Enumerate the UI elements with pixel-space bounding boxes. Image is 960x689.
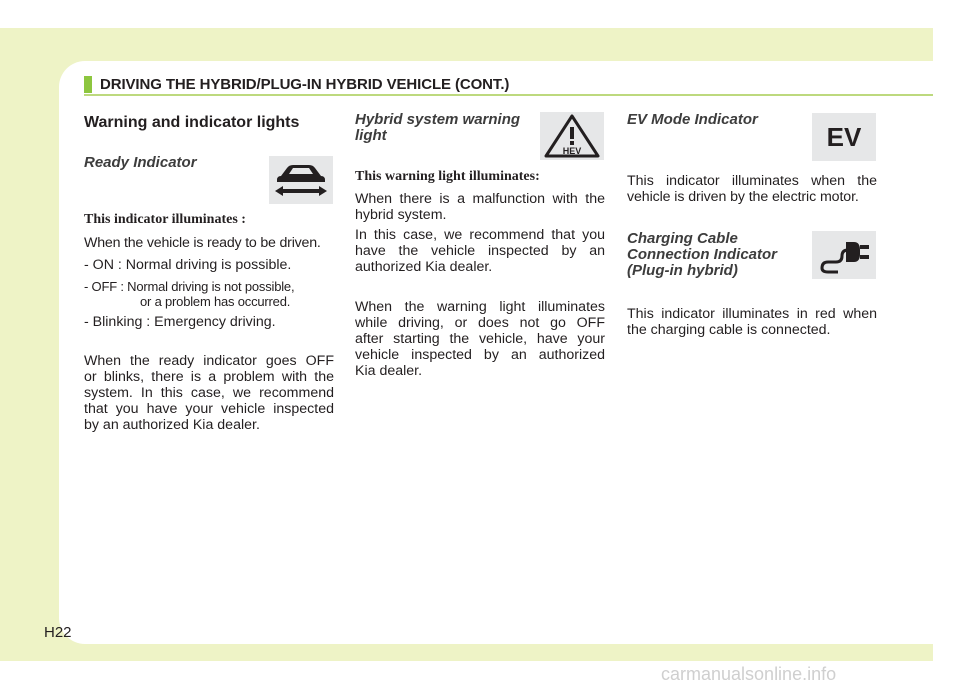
charging-plug-icon (812, 231, 876, 279)
charging-title-3: (Plug-in hybrid) (627, 262, 738, 279)
ready-para-1: When the ready indicator goes OFF (84, 353, 334, 369)
ready-para-2: or blinks, there is a problem with the (84, 369, 334, 385)
ready-para-5: by an authorized Kia dealer. (84, 417, 260, 433)
ready-line-on: - ON : Normal driving is possible. (84, 257, 292, 273)
ready-line-off-cont: or a problem has occurred. (140, 294, 291, 309)
page-heading: Warning and indicator lights (84, 114, 300, 131)
ready-line-1: When the vehicle is ready to be driven. (84, 235, 321, 251)
watermark: carmanualsonline.info (661, 664, 837, 684)
ready-para-3: system. In this case, we recommend (84, 385, 334, 401)
car-arrows-icon (269, 156, 333, 204)
hybrid-c1: When the warning light illuminates (355, 299, 605, 315)
ev-line-1: This indicator illuminates when the (627, 173, 877, 189)
hybrid-c3: after starting the vehicle, have your (355, 331, 605, 347)
header-accent-bar (84, 76, 92, 93)
hybrid-a2: hybrid system. (355, 207, 447, 223)
hybrid-b1: In this case, we recommend that you (355, 227, 605, 243)
charging-line-1: This indicator illuminates in red when (627, 306, 877, 322)
ev-line-2: vehicle is driven by the electric motor. (627, 189, 859, 205)
hev-icon-label: HEV (562, 146, 582, 156)
ready-line-off: - OFF : Normal driving is not possible, (84, 279, 295, 294)
header-rule (84, 94, 933, 96)
hybrid-b3: authorized Kia dealer. (355, 259, 493, 275)
hybrid-warning-title-1: Hybrid system warning (355, 111, 521, 128)
ready-illuminates-label: This indicator illuminates : (84, 212, 246, 227)
hybrid-a1: When there is a malfunction with the (355, 191, 605, 207)
hybrid-b2: have the vehicle inspected by an (355, 243, 605, 259)
charging-title-1: Charging Cable (627, 230, 738, 247)
ready-indicator-title: Ready Indicator (84, 154, 197, 171)
ready-para-4: that you have your vehicle inspected (84, 401, 334, 417)
ev-icon-label: EV (826, 121, 862, 152)
ev-mode-title: EV Mode Indicator (627, 111, 758, 128)
hybrid-c5: Kia dealer. (355, 363, 423, 379)
hybrid-c2: while driving, or does not go OFF (355, 315, 605, 331)
ev-mode-icon (812, 113, 876, 161)
hybrid-c4: vehicle inspected by an authorized (355, 347, 605, 363)
ready-line-blinking: - Blinking : Emergency driving. (84, 314, 276, 330)
page-number: H22 (44, 624, 72, 641)
charging-title-2: Connection Indicator (627, 246, 777, 263)
hybrid-illuminates-label: This warning light illuminates: (355, 169, 540, 184)
charging-line-2: the charging cable is connected. (627, 322, 831, 338)
hev-warning-icon (540, 112, 604, 160)
hybrid-warning-title-2: light (355, 127, 387, 144)
section-header: DRIVING THE HYBRID/PLUG-IN HYBRID VEHICLE (CONT.) (100, 76, 510, 93)
